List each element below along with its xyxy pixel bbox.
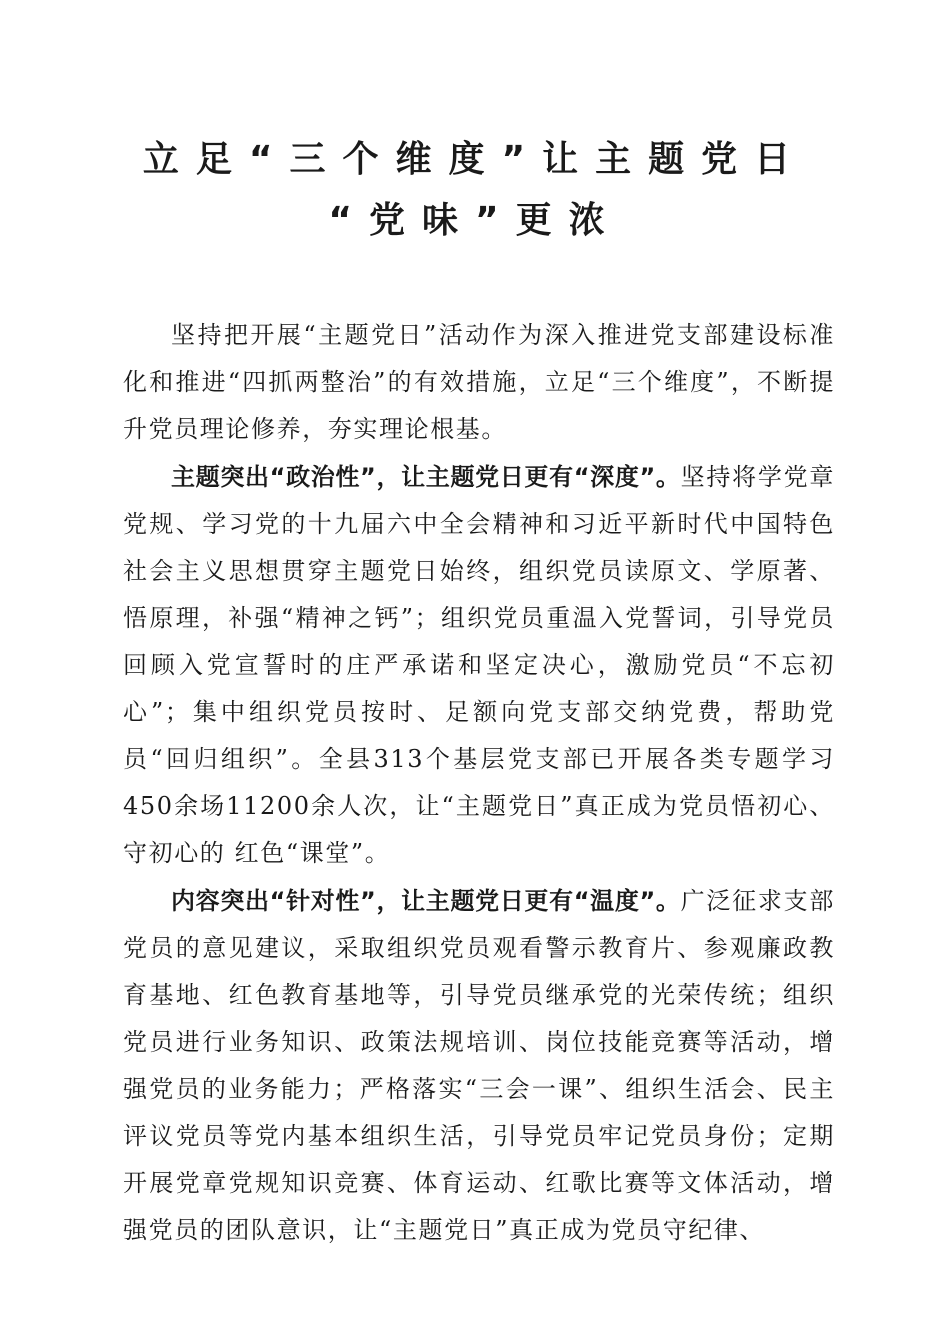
section-paragraph-politics <box>123 454 835 877</box>
document-title-line-1: 立足“三个维度”让主题党日 <box>142 139 808 180</box>
intro-paragraph: 坚持把开展“主题党日”活动作为深入推进党支部建设标准化和推进“四抓两整治”的有效措施，立足“三个维度”，不断提升党员理论修养，夯实理论根基。 <box>123 321 835 443</box>
document-title-line-2: “党味”更浓 <box>328 200 622 241</box>
section-text-politics: 坚持将学党章党规、学习党的十九届六中全会精神和习近平新时代中国特色社会主义思想贯穿主题党日始终，组织党员读原文、学原著、悟原理，补强“精神之钙”；组织党员重温入党誓词，引导党员回顾入党宣誓时的庄严承诺和坚定决心，激励党员“不忘初心”；集中组织党员按时、足额向党支部交纳党费，帮助党员“回归组织”。全县313个基层党支部已开展各类专题学习450余场11200余人次，让“主题党日”真正成为党员悟初心、守初心的 红色“课堂”。 <box>123 463 835 867</box>
section-text-relevance: 广泛征求支部党员的意见建议，采取组织党员观看警示教育片、参观廉政教育基地、红色教育基地等，引导党员继承党的光荣传统；组织党员进行业务知识、政策法规培训、岗位技能竞赛等活动，增强党员的业务能力；严格落实“三会一课”、组织生活会、民主评议党员等党内基本组织生活，引导党员牢记党员身份；定期开展党章党规知识竞赛、体育运动、红歌比赛等文体活动，增强党员的团队意识，让“主题党日”真正成为党员守纪律、 <box>123 887 835 1244</box>
document-body <box>123 312 835 1254</box>
section-lead-relevance: 内容突出“针对性”，让主题党日更有“温度”。 <box>171 887 681 915</box>
section-paragraph-relevance <box>123 878 835 1254</box>
section-lead-politics: 主题突出“政治性”，让主题党日更有“深度”。 <box>171 463 681 491</box>
